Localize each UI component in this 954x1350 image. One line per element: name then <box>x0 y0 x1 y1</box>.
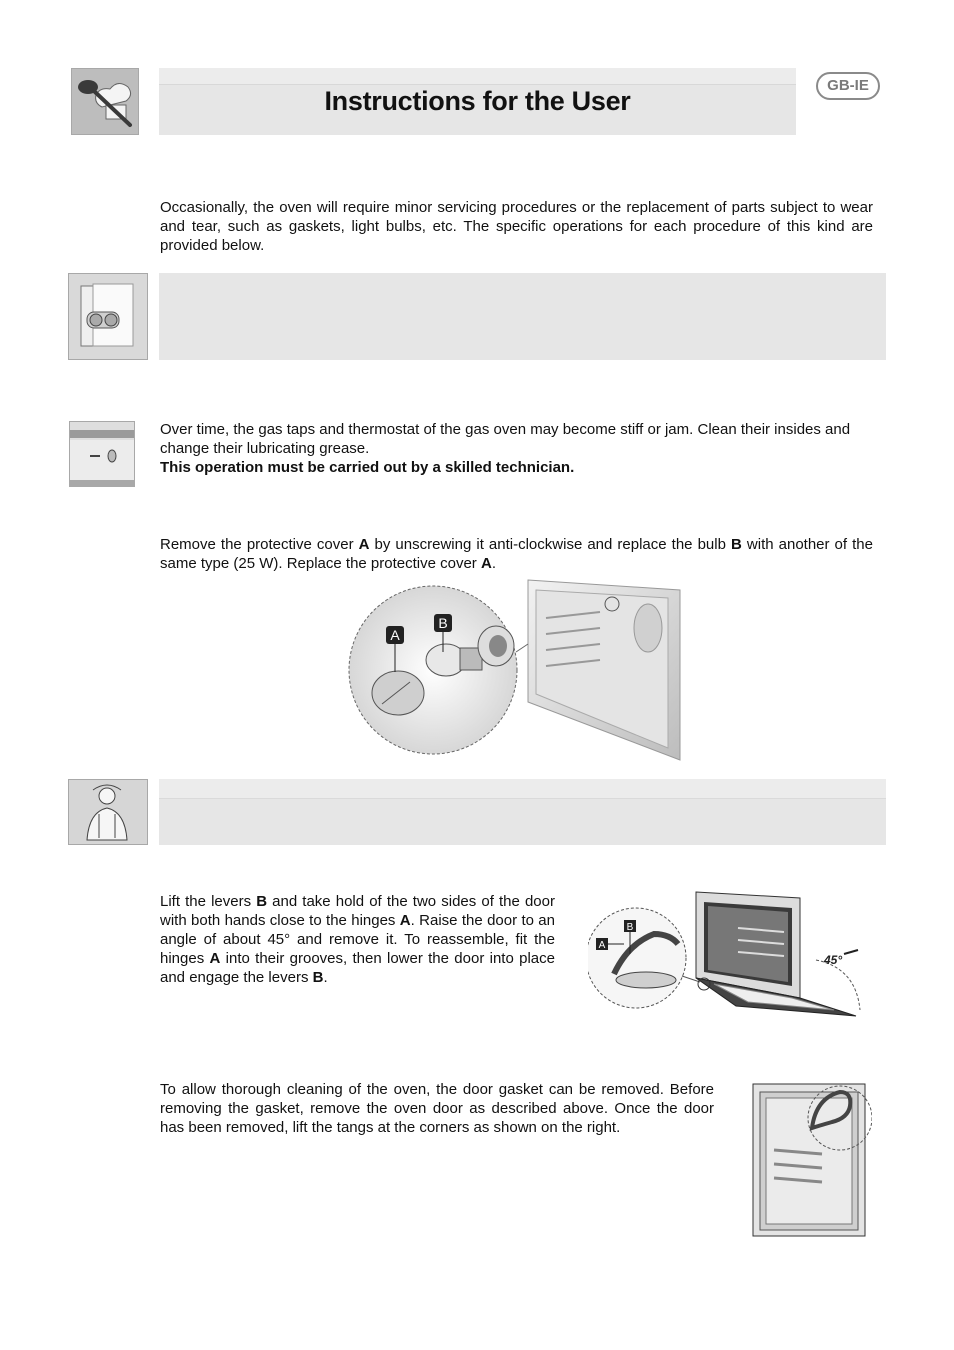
technician-section-icon-box <box>68 779 148 845</box>
door-illustration <box>588 888 878 1018</box>
taps-section <box>160 420 873 477</box>
gasket-paragraph: To allow thorough cleaning of the oven, the door gasket can be removed. Before removing the gasket, remove the oven door as described above. Once the door has been removed, lift the tangs at the corners as shown on the right. <box>160 1081 714 1136</box>
bulb-label-b: B <box>438 615 448 631</box>
door-paragraph: Lift the levers B and take hold of the two sides of the door with both hands close to the hinges A. Raise the door to an angle of about 45° and remove it. To reassemble, fit the hinges A into their grooves, then lower the door into place and engage the levers B. <box>160 893 555 986</box>
oven-section-band <box>159 273 886 360</box>
taps-warning: This operation must be carried out by a skilled technician. <box>160 459 575 476</box>
chef-spoon-icon <box>72 69 138 134</box>
intro-paragraph: Occasionally, the oven will require minor servicing procedures or the replacement of parts subject to wear and tear, such as gaskets, light bulbs, etc. The specific operations for each procedure of this kind are provided below. <box>160 199 873 254</box>
technician-section-band <box>159 779 886 845</box>
bulb-paragraph: Remove the protective cover A by unscrewing it anti-clockwise and replace the bulb B with another of the same type (25 W). Replace the protective cover A. <box>160 536 873 572</box>
door-label-a: A <box>598 940 606 951</box>
bulb-label-a: A <box>390 627 400 643</box>
header-icon-box <box>71 68 139 135</box>
gas-tap-panel-icon <box>70 422 134 486</box>
bulb-illustration <box>348 578 684 762</box>
header-title-bar <box>159 68 796 135</box>
door-label-b: B <box>626 922 634 933</box>
oven-section-icon-box <box>68 273 148 360</box>
oven-socket-icon <box>69 274 147 359</box>
taps-section-icon-box <box>69 421 135 487</box>
region-badge: GB-IE <box>816 72 880 100</box>
technician-icon <box>69 780 147 844</box>
door-angle-label: 45° <box>824 953 843 967</box>
gasket-illustration <box>752 1080 872 1238</box>
page-title: Instructions for the User <box>324 86 631 116</box>
taps-paragraph: Over time, the gas taps and thermostat of the gas oven may become stiff or jam. Clean their insides and change their lubricating grease. <box>160 421 851 457</box>
